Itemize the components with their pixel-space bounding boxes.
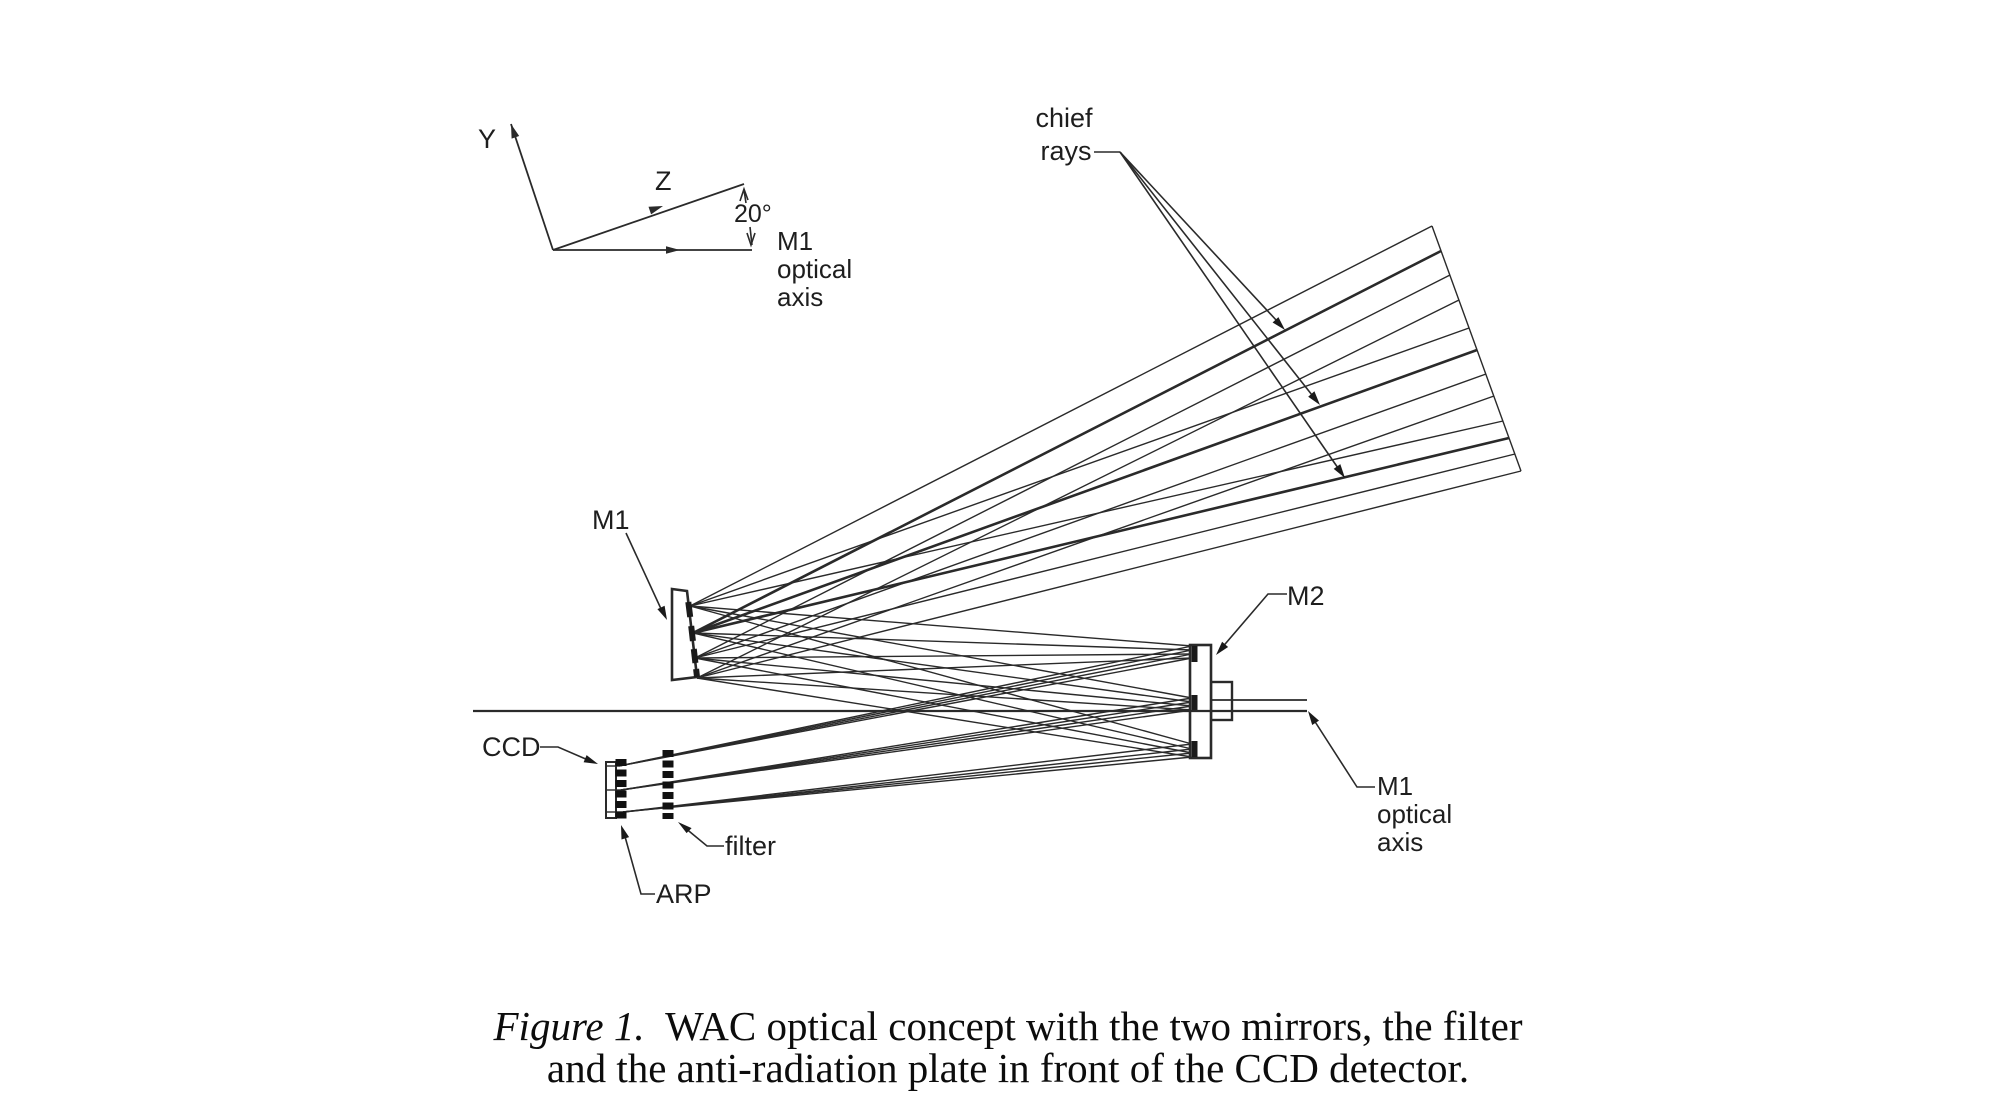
m2-label-leader (1220, 594, 1287, 650)
y-axis-line (511, 124, 553, 250)
y-axis-label: Y (478, 124, 497, 154)
chief-ray-arrow-3-icon (1334, 464, 1345, 478)
figure-caption (493, 1003, 1523, 1091)
ccd-arrow-icon (584, 755, 598, 764)
m1-optical-axis-right-label (1377, 771, 1452, 857)
m1-optical-axis-top-line3: axis (777, 282, 824, 312)
m1-optical-axis-top-line1: M1 (777, 226, 814, 256)
caption-line2: and the anti-radiation plate in front of the CCD detector. (546, 1045, 1470, 1091)
ccd-label-leader (540, 747, 588, 760)
m1-to-m2-rays (690, 606, 1192, 757)
m1-optical-axis-right-line1: M1 (1377, 771, 1414, 801)
caption-figure-label: Figure 1. (493, 1003, 645, 1049)
m1-axis-arrow-icon (666, 246, 680, 254)
chief-rays-label (1035, 103, 1093, 166)
caption-line1-text: WAC optical concept with the two mirrors, the filter (665, 1003, 1523, 1049)
arp-label: ARP (656, 879, 712, 909)
chief-ray-bottom (693, 438, 1509, 633)
leader-arrowheads (584, 317, 1345, 839)
m1-axis-right-leader (1312, 717, 1375, 787)
m2-label: M2 (1287, 581, 1325, 611)
z-axis-label: Z (655, 166, 672, 196)
chief-rays-line1: chief (1035, 103, 1093, 133)
m1-optical-axis-right-line3: axis (1377, 827, 1424, 857)
m1-optical-axis-right-line2: optical (1377, 799, 1453, 829)
caption-line1 (493, 1003, 1523, 1049)
m2-mirror (1190, 645, 1232, 758)
ccd-label: CCD (482, 732, 541, 762)
filter-label: filter (725, 831, 777, 861)
m1-axis-right-arrow-icon (1308, 711, 1319, 725)
arp-arrow-icon (621, 825, 629, 840)
coordinate-axes (511, 124, 755, 250)
y-axis-arrow-icon (511, 124, 519, 139)
m1-arrow-icon (657, 606, 667, 620)
m1-optical-axis-top-label (777, 226, 852, 312)
m2-mount-hub (1211, 682, 1232, 720)
filter-label-leader (684, 827, 724, 846)
angle-label: 20° (734, 200, 772, 228)
z-axis-line (553, 184, 744, 250)
m1-label-leader (626, 533, 662, 611)
m1-mirror (672, 589, 697, 680)
m1-optical-axis-top-line2: optical (777, 254, 853, 284)
chief-ray-middle (693, 350, 1477, 633)
arp-label-leader (624, 833, 655, 894)
m1-label: M1 (592, 505, 630, 535)
chief-rays-line2: rays (1040, 136, 1092, 166)
